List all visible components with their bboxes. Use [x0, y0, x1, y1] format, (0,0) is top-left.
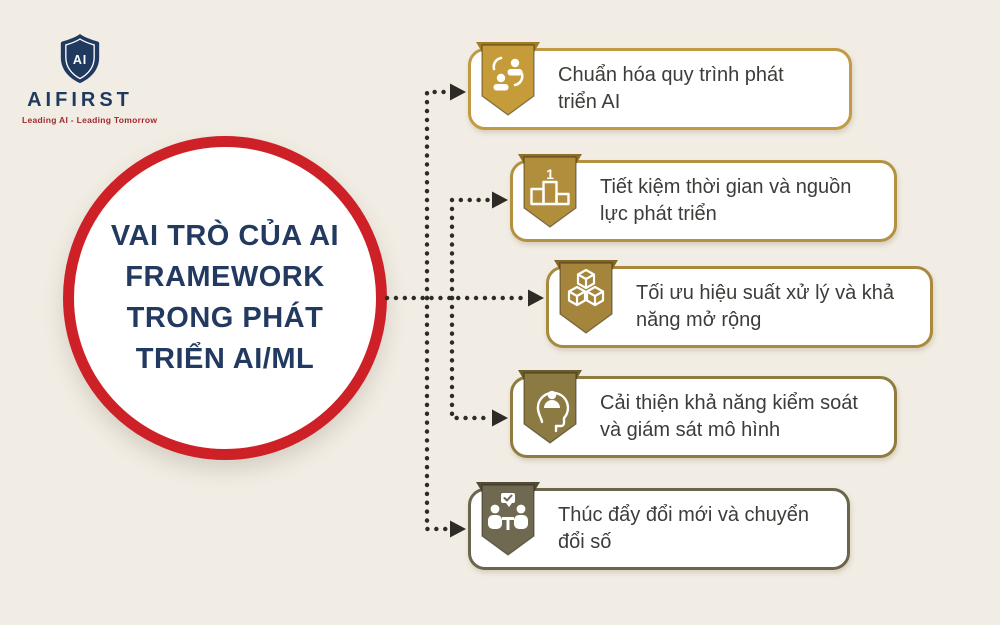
shield-text: AI	[72, 53, 88, 67]
badge-banner	[518, 154, 582, 234]
title-line: TRONG PHÁT	[126, 302, 324, 334]
benefit-label: Chuẩn hóa quy trình phát triển AI	[558, 64, 784, 113]
connector-branch-2	[452, 200, 491, 298]
brand-name: AIFIRST	[27, 89, 133, 111]
benefit-item-standardize	[468, 48, 852, 130]
svg-text:1: 1	[546, 166, 554, 182]
benefit-item-innovation	[468, 488, 850, 570]
badge-banner	[518, 370, 582, 450]
badge-banner	[476, 482, 540, 562]
benefit-label: Tối ưu hiệu suất xử lý và khả năng mở rộng	[636, 282, 895, 331]
connector-branch-5	[427, 298, 449, 529]
brand-tagline: Leading AI - Leading Tomorrow	[22, 115, 158, 125]
arrow-icon	[450, 521, 466, 538]
arrow-icon	[492, 410, 508, 427]
connector-branch-1	[427, 92, 449, 298]
benefit-item-performance	[546, 266, 933, 348]
badge-banner	[554, 260, 618, 340]
arrow-icon	[450, 84, 466, 101]
badge-banner	[476, 42, 540, 122]
benefit-item-save-time	[510, 160, 897, 242]
arrow-icon	[528, 290, 544, 307]
connector-branch-4	[452, 298, 491, 418]
badge-body	[482, 45, 534, 115]
benefit-item-monitoring	[510, 376, 897, 458]
benefit-label: Cải thiện khả năng kiểm soát và giám sát mô hình	[600, 392, 858, 441]
title-line: TRIỂN AI/ML	[135, 343, 315, 375]
benefit-label: Thúc đẩy đổi mới và chuyển đổi số	[558, 504, 810, 553]
title-line: FRAMEWORK	[125, 261, 325, 293]
arrow-icon	[492, 192, 508, 209]
benefit-label: Tiết kiệm thời gian và nguồn lực phát triển	[600, 176, 852, 225]
title-line: VAI TRÒ CỦA AI	[110, 220, 340, 252]
